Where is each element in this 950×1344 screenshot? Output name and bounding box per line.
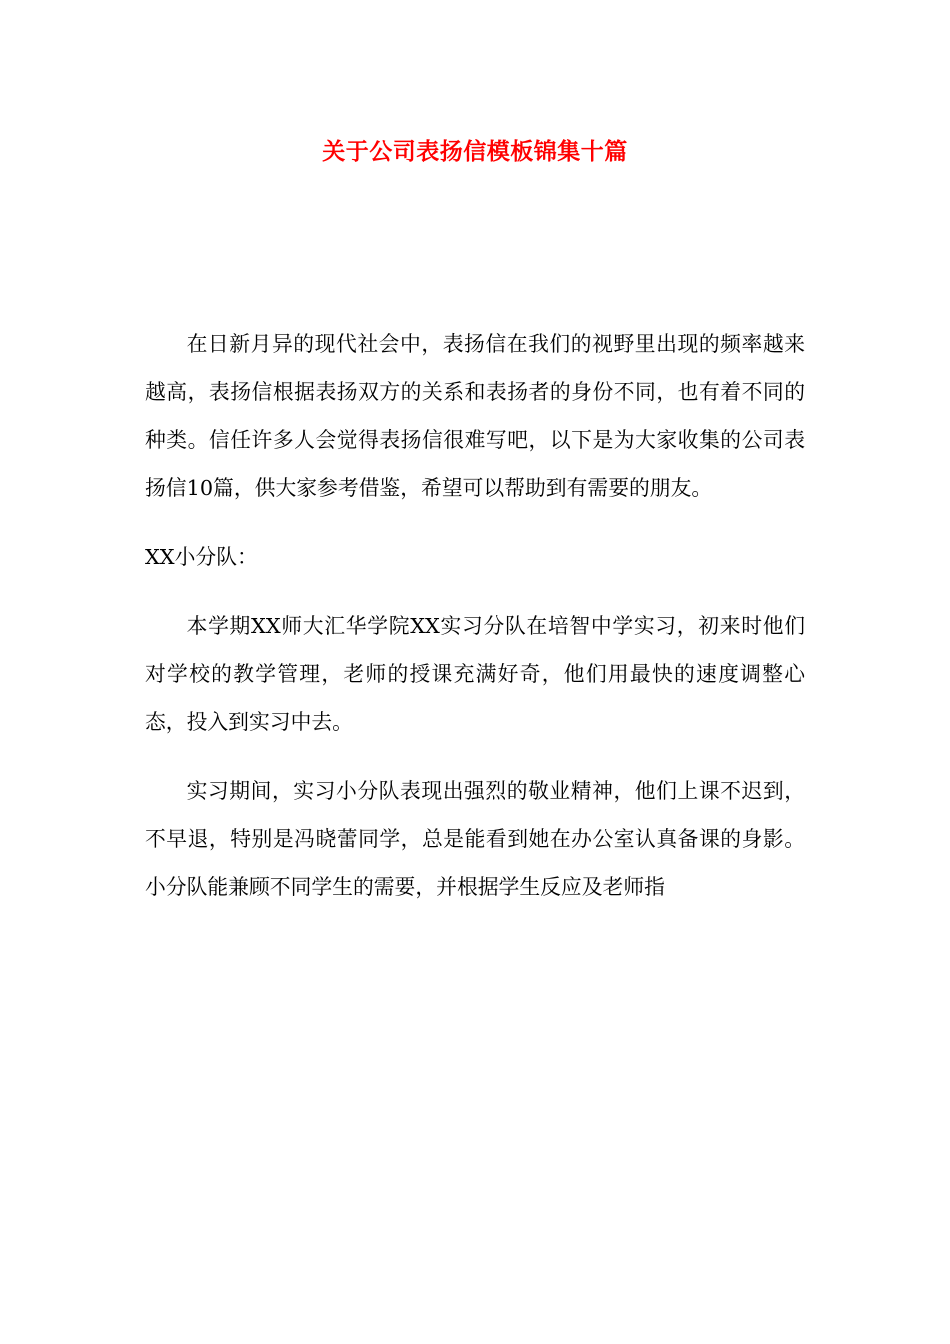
document-body: [145, 320, 805, 932]
paragraph-intro: 在日新月异的现代社会中，表扬信在我们的视野里出现的频率越来越高，表扬信根据表扬双方的关系和表扬者的身份不同，也有着不同的种类。信任许多人会觉得表扬信很难写吧，以下是为大家收集的公司表扬信10篇，供大家参考借鉴，希望可以帮助到有需要的朋友。: [145, 332, 805, 500]
paragraph-performance: 实习期间，实习小分队表现出强烈的敬业精神，他们上课不迟到，不早退，特别是冯晓蕾同学，总是能看到她在办公室认真备课的身影。小分队能兼顾不同学生的需要，并根据学生反应及老师指: [145, 779, 805, 899]
document-title: 关于公司表扬信模板锦集十篇: [322, 138, 628, 165]
paragraph-internship: 本学期XX师大汇华学院XX实习分队在培智中学实习，初来时他们对学校的教学管理，老师的授课充满好奇，他们用最快的速度调整心态，投入到实习中去。: [145, 614, 805, 734]
paragraph-salutation: XX小分队：: [145, 545, 258, 569]
